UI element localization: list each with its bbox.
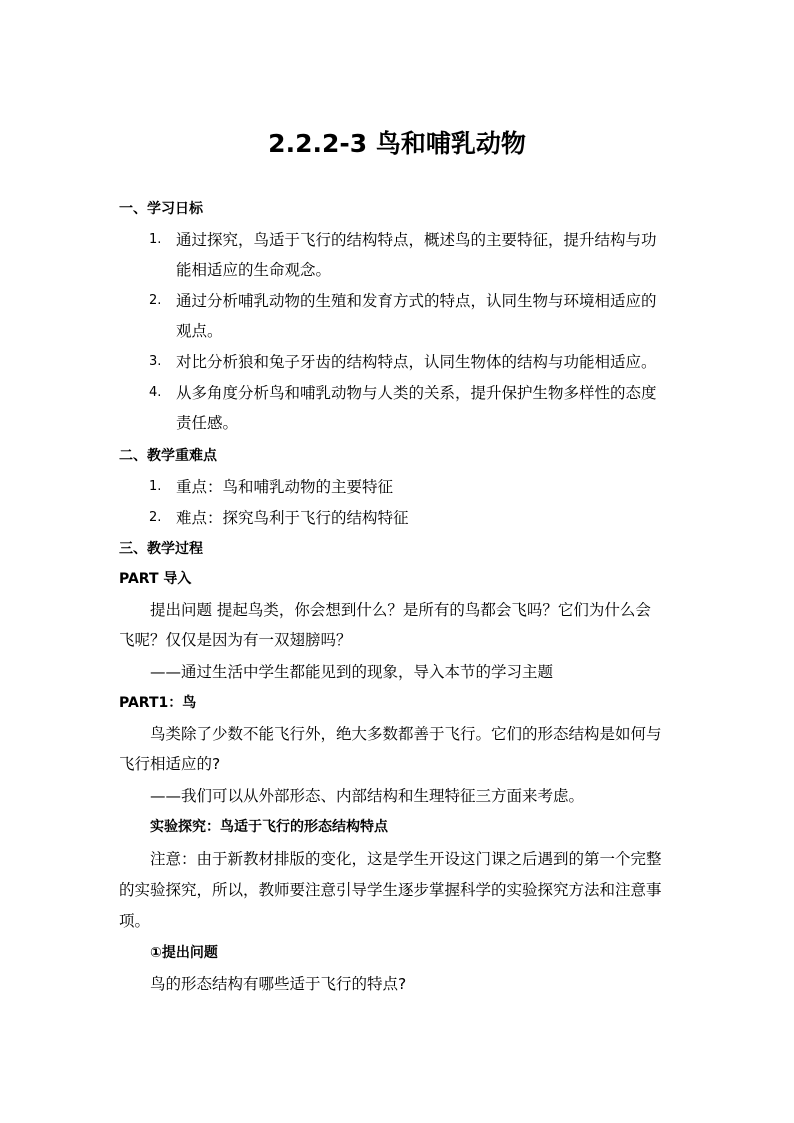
experiment-note-line-1: 注意：由于新教材排版的变化，这是学生开设这门课之后遇到的第一个完整	[150, 850, 662, 868]
part-intro-heading: PART 导入	[119, 571, 192, 587]
experiment-note-line-2: 的实验探究，所以，教师要注意引导学生逐步掌握科学的实验探究方法和注意事	[119, 881, 662, 899]
section-heading-process: 三、教学过程	[119, 541, 203, 557]
key-point-2: 难点：探究鸟利于飞行的结构特征	[176, 509, 409, 527]
intro-note: ——通过生活中学生都能见到的现象，导入本节的学习主题	[150, 663, 554, 681]
objective-2-line-2: 观点。	[176, 322, 223, 340]
objective-number-2: 2.	[149, 293, 162, 308]
step1-heading: ①提出问题	[150, 945, 218, 961]
key-point-number-1: 1.	[149, 479, 162, 494]
key-point-number-2: 2.	[149, 510, 162, 525]
intro-paragraph-line-2: 飞呢？仅仅是因为有一双翅膀吗？	[119, 631, 352, 649]
step1-question: 鸟的形态结构有哪些适于飞行的特点?	[150, 975, 407, 993]
objective-2-line-1: 通过分析哺乳动物的生殖和发育方式的特点，认同生物与环境相适应的	[176, 292, 657, 310]
section-heading-key-points: 二、教学重难点	[119, 448, 217, 464]
objective-number-1: 1.	[149, 232, 162, 247]
objective-4-line-1: 从多角度分析鸟和哺乳动物与人类的关系，提升保护生物多样性的态度	[176, 384, 657, 402]
bird-paragraph-line-2: 飞行相适应的?	[119, 755, 221, 773]
objective-4-line-2: 责任感。	[176, 414, 239, 432]
key-point-1: 重点：鸟和哺乳动物的主要特征	[176, 478, 394, 496]
page-title: 2.2.2-3 鸟和哺乳动物	[268, 129, 526, 158]
bird-paragraph-line-1: 鸟类除了少数不能飞行外，绝大多数都善于飞行。它们的形态结构是如何与	[150, 725, 662, 743]
section-heading-objectives: 一、学习日标	[119, 201, 203, 217]
experiment-note-line-3: 项。	[119, 912, 151, 930]
objective-number-4: 4.	[149, 385, 162, 400]
objective-number-3: 3.	[149, 354, 162, 369]
objective-3-line-1: 对比分析狼和兔子牙齿的结构特点，认同生物体的结构与功能相适应。	[176, 353, 657, 371]
bird-note: ——我们可以从外部形态、内部结构和生理特征三方面来考虑。	[150, 787, 585, 805]
objective-1-line-1: 通过探究，鸟适于飞行的结构特点，概述鸟的主要特征，提升结构与功	[176, 231, 657, 249]
part1-heading: PART1：鸟	[119, 695, 197, 711]
objective-1-line-2: 能相适应的生命观念。	[176, 261, 332, 279]
experiment-heading: 实验探究：鸟适于飞行的形态结构特点	[150, 819, 388, 835]
intro-paragraph-line-1: 提出问题 提起鸟类，你会想到什么？是所有的鸟都会飞吗？它们为什么会	[150, 601, 651, 619]
